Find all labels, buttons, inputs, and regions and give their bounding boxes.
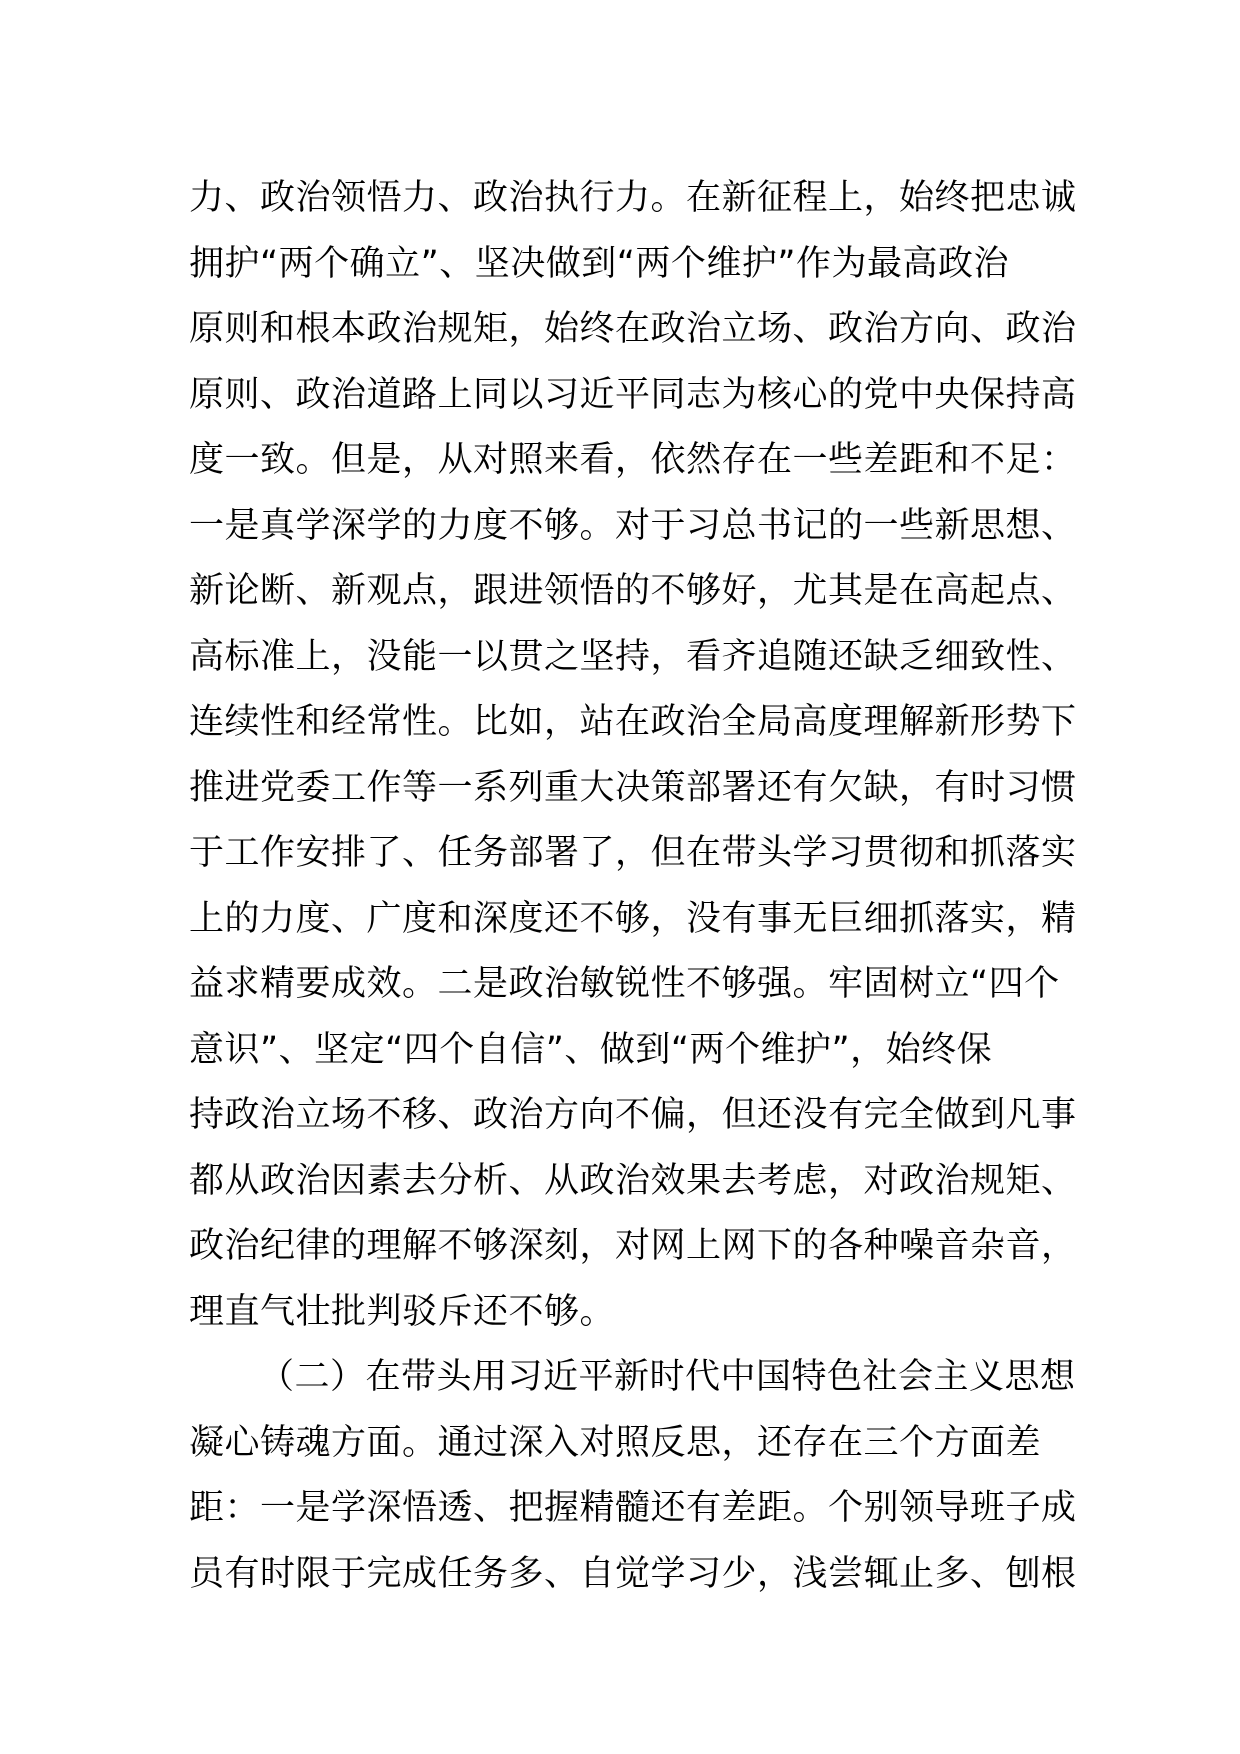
text-line: 都从政治因素去分析、从政治效果去考虑，对政治规矩、 (189, 1160, 1077, 1201)
text-line: 连续性和经常性。比如，站在政治全局高度理解新形势下 (189, 702, 1077, 742)
text-line: 拥护“两个确立”、坚决做到“两个维护”作为最高政治 (189, 243, 1010, 284)
text-line: 意识”、坚定“四个自信”、做到“两个维护”，始终保 (189, 1029, 993, 1070)
text-line: 理直气壮批判驳斥还不够。 (189, 1291, 616, 1332)
text-line: 上的力度、广度和深度还不够，没有事无巨细抓落实，精 (189, 898, 1077, 939)
text-line: 益求精要成效。二是政治敏锐性不够强。牢固树立“四个 (189, 964, 1060, 1004)
text-line: 高标准上，没能一以贯之坚持，看齐追随还缺乏细致性、 (189, 636, 1077, 677)
text-line: 一是真学深学的力度不够。对于习总书记的一些新思想、 (189, 505, 1077, 546)
text-line: 于工作安排了、任务部署了，但在带头学习贯彻和抓落实 (189, 833, 1077, 873)
text-line: 持政治立场不移、政治方向不偏，但还没有完全做到凡事 (189, 1095, 1077, 1135)
text-line: 推进党委工作等一系列重大决策部署还有欠缺，有时习惯 (189, 767, 1077, 808)
text-line: 力、政治领悟力、政治执行力。在新征程上，始终把忠诚 (189, 178, 1077, 218)
text-line: 政治纪律的理解不够深刻，对网上网下的各种噪音杂音， (189, 1226, 1077, 1266)
text-line: 距：一是学深悟透、把握精髓还有差距。个别领导班子成 (189, 1488, 1077, 1528)
section-heading-line: （二）在带头用习近平新时代中国特色社会主义思想 (259, 1357, 1076, 1397)
text-line: 原则、政治道路上同以习近平同志为核心的党中央保持高 (189, 374, 1077, 415)
text-line: 新论断、新观点，跟进领悟的不够好，尤其是在高起点、 (189, 571, 1077, 611)
text-line: 原则和根本政治规矩，始终在政治立场、政治方向、政治 (189, 309, 1077, 349)
text-line: 凝心铸魂方面。通过深入对照反思，还存在三个方面差 (189, 1422, 1042, 1463)
text-line: 度一致。但是，从对照来看，依然存在一些差距和不足： (189, 440, 1077, 480)
body-text (189, 166, 1077, 1607)
text-line: 员有时限于完成任务多、自觉学习少，浅尝辄止多、刨根 (189, 1553, 1077, 1594)
